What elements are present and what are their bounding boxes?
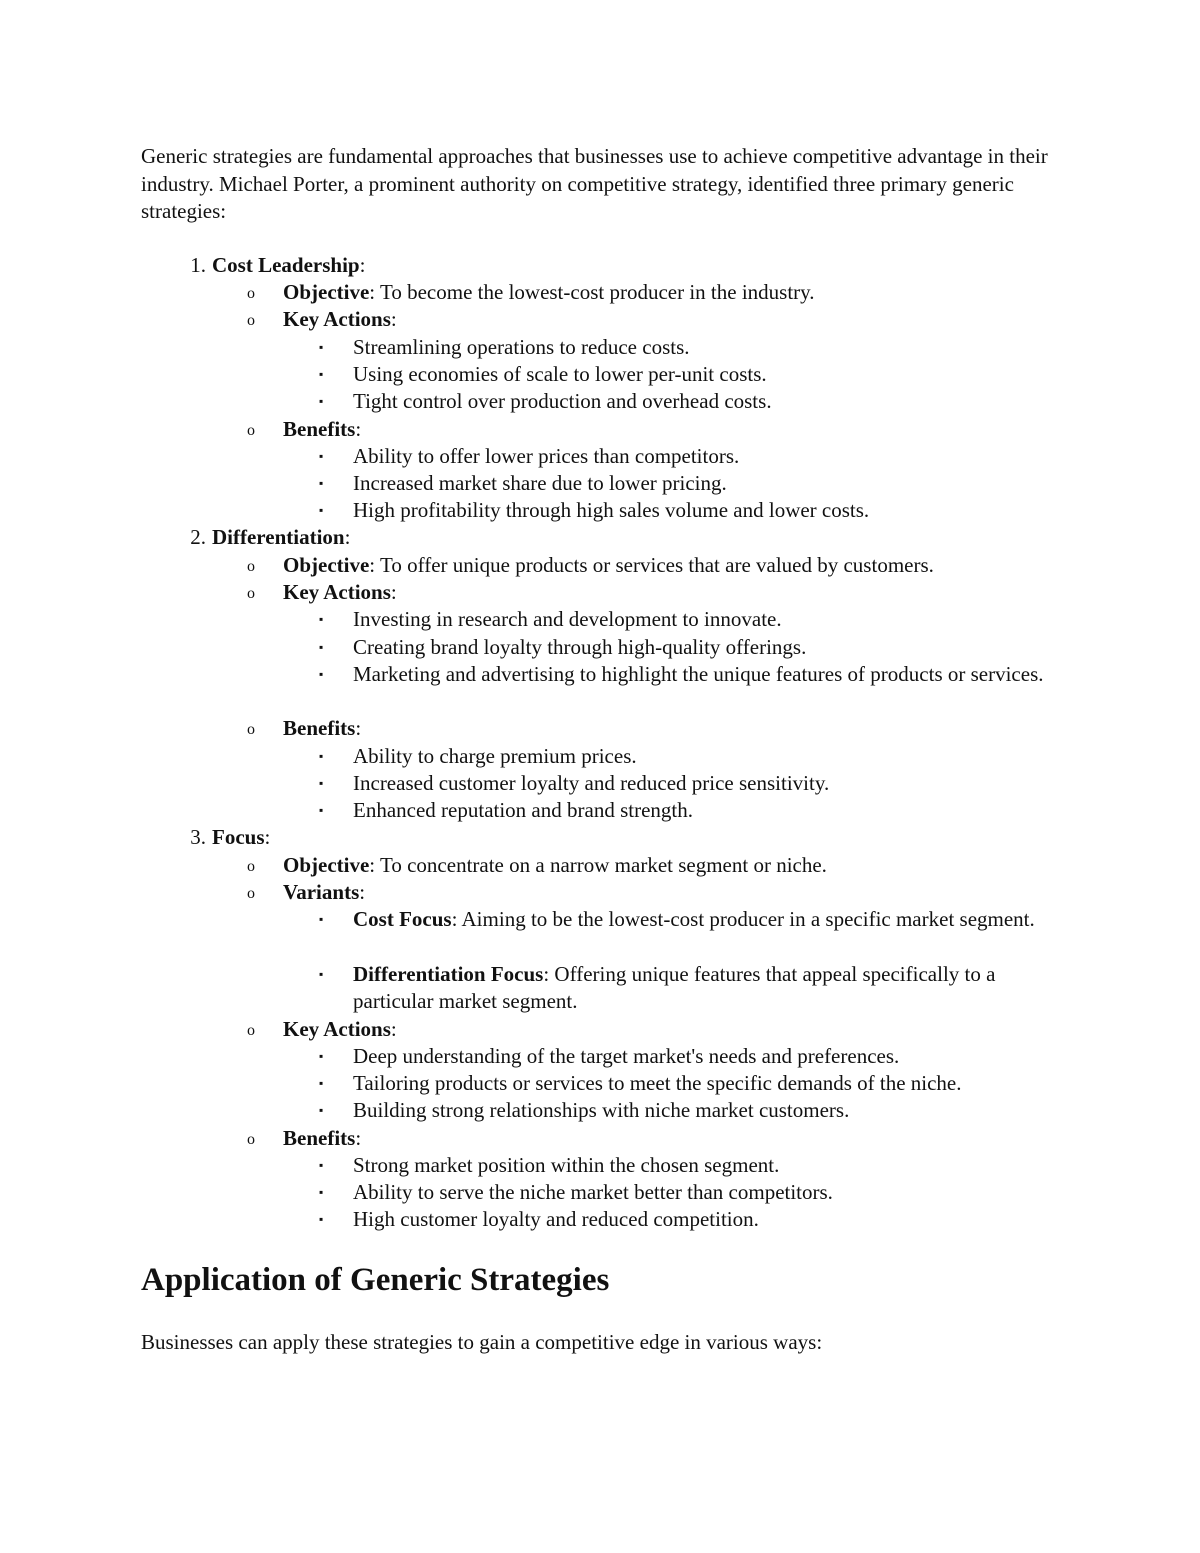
strategy-differentiation: 2. Differentiation: — [212, 524, 350, 551]
square-bullet-icon: ▪ — [319, 1103, 324, 1117]
square-bullet-icon: ▪ — [319, 612, 324, 626]
square-bullet-icon: ▪ — [319, 912, 324, 926]
square-bullet-icon: ▪ — [319, 1049, 324, 1063]
list-item: ▪ Cost Focus: Aiming to be the lowest-cost producer in a specific market segment. — [319, 907, 1035, 931]
objective-item: o Objective: To offer unique products or services that are valued by customers. — [283, 552, 934, 579]
list-item: ▪ Tight control over production and overhead costs. — [319, 389, 772, 413]
square-bullet-icon: ▪ — [319, 394, 324, 408]
list-item: ▪ Ability to charge premium prices. — [319, 744, 637, 768]
list-item: ▪ Building strong relationships with niche market customers. — [319, 1098, 850, 1122]
list-item: ▪ Strong market position within the chosen segment. — [319, 1153, 780, 1177]
list-number: 2. — [190, 525, 206, 549]
square-bullet-icon: ▪ — [319, 367, 324, 381]
list-number: 1. — [190, 253, 206, 277]
square-bullet-icon: ▪ — [319, 1212, 324, 1226]
strategy-title: Differentiation — [212, 525, 345, 549]
square-bullet-icon: ▪ — [319, 803, 324, 817]
square-bullet-icon: ▪ — [319, 476, 324, 490]
objective-item: o Objective: To become the lowest-cost producer in the industry. — [283, 279, 815, 306]
square-bullet-icon: ▪ — [319, 776, 324, 790]
list-item: ▪ Increased customer loyalty and reduced price sensitivity. — [319, 771, 830, 795]
strategy-title: Cost Leadership — [212, 253, 360, 277]
circle-bullet-icon: o — [247, 312, 255, 329]
benefits-item: o Benefits: — [283, 1125, 361, 1152]
list-item: ▪ Differentiation Focus: Offering unique features that appeal specifically to a particular market segment. — [319, 962, 996, 1013]
outro-paragraph: Businesses can apply these strategies to gain a competitive edge in various ways: — [141, 1330, 823, 1354]
strategy-focus: 3. Focus: — [212, 824, 270, 851]
list-item: ▪ Tailoring products or services to meet the specific demands of the niche. — [319, 1071, 962, 1095]
variants-item: o Variants: — [283, 879, 365, 906]
circle-bullet-icon: o — [247, 858, 255, 875]
list-item: ▪ Ability to offer lower prices than competitors. — [319, 444, 740, 468]
key-actions-item: o Key Actions: — [283, 306, 397, 333]
circle-bullet-icon: o — [247, 558, 255, 575]
list-item: ▪ Deep understanding of the target market's needs and preferences. — [319, 1044, 900, 1068]
square-bullet-icon: ▪ — [319, 340, 324, 354]
strategy-title: Focus — [212, 825, 265, 849]
key-actions-item: o Key Actions: — [283, 1016, 397, 1043]
key-actions-item: o Key Actions: — [283, 579, 397, 606]
list-item: ▪ Enhanced reputation and brand strength. — [319, 798, 693, 822]
list-item: ▪ Increased market share due to lower pricing. — [319, 471, 727, 495]
objective-item: o Objective: To concentrate on a narrow market segment or niche. — [283, 852, 827, 879]
circle-bullet-icon: o — [247, 285, 255, 302]
list-item: ▪ Ability to serve the niche market better than competitors. — [319, 1180, 833, 1204]
square-bullet-icon: ▪ — [319, 967, 324, 981]
strategy-cost-leadership: 1. Cost Leadership: — [212, 252, 365, 279]
list-item: ▪ Creating brand loyalty through high-quality offerings. — [319, 635, 807, 659]
square-bullet-icon: ▪ — [319, 667, 324, 681]
benefits-item: o Benefits: — [283, 416, 361, 443]
square-bullet-icon: ▪ — [319, 640, 324, 654]
circle-bullet-icon: o — [247, 885, 255, 902]
circle-bullet-icon: o — [247, 1131, 255, 1148]
square-bullet-icon: ▪ — [319, 1158, 324, 1172]
square-bullet-icon: ▪ — [319, 1076, 324, 1090]
section-heading: Application of Generic Strategies — [141, 1262, 610, 1298]
square-bullet-icon: ▪ — [319, 1185, 324, 1199]
list-number: 3. — [190, 825, 206, 849]
circle-bullet-icon: o — [247, 422, 255, 439]
circle-bullet-icon: o — [247, 1022, 255, 1039]
list-item: ▪ High profitability through high sales volume and lower costs. — [319, 498, 870, 522]
list-item: ▪ High customer loyalty and reduced competition. — [319, 1207, 759, 1231]
list-item: ▪ Marketing and advertising to highlight the unique features of products or services. — [319, 662, 1044, 686]
list-item: ▪ Investing in research and development to innovate. — [319, 607, 782, 631]
benefits-item: o Benefits: — [283, 715, 361, 742]
square-bullet-icon: ▪ — [319, 503, 324, 517]
list-item: ▪ Streamlining operations to reduce costs. — [319, 335, 690, 359]
list-item: ▪ Using economies of scale to lower per-unit costs. — [319, 362, 767, 386]
square-bullet-icon: ▪ — [319, 449, 324, 463]
circle-bullet-icon: o — [247, 721, 255, 738]
intro-paragraph: Generic strategies are fundamental approaches that businesses use to achieve competitive advantage in their industry. Michael Porter, a prominent authority on competitive strategy, identified three primary generic strategies: — [141, 144, 1048, 223]
circle-bullet-icon: o — [247, 585, 255, 602]
square-bullet-icon: ▪ — [319, 749, 324, 763]
